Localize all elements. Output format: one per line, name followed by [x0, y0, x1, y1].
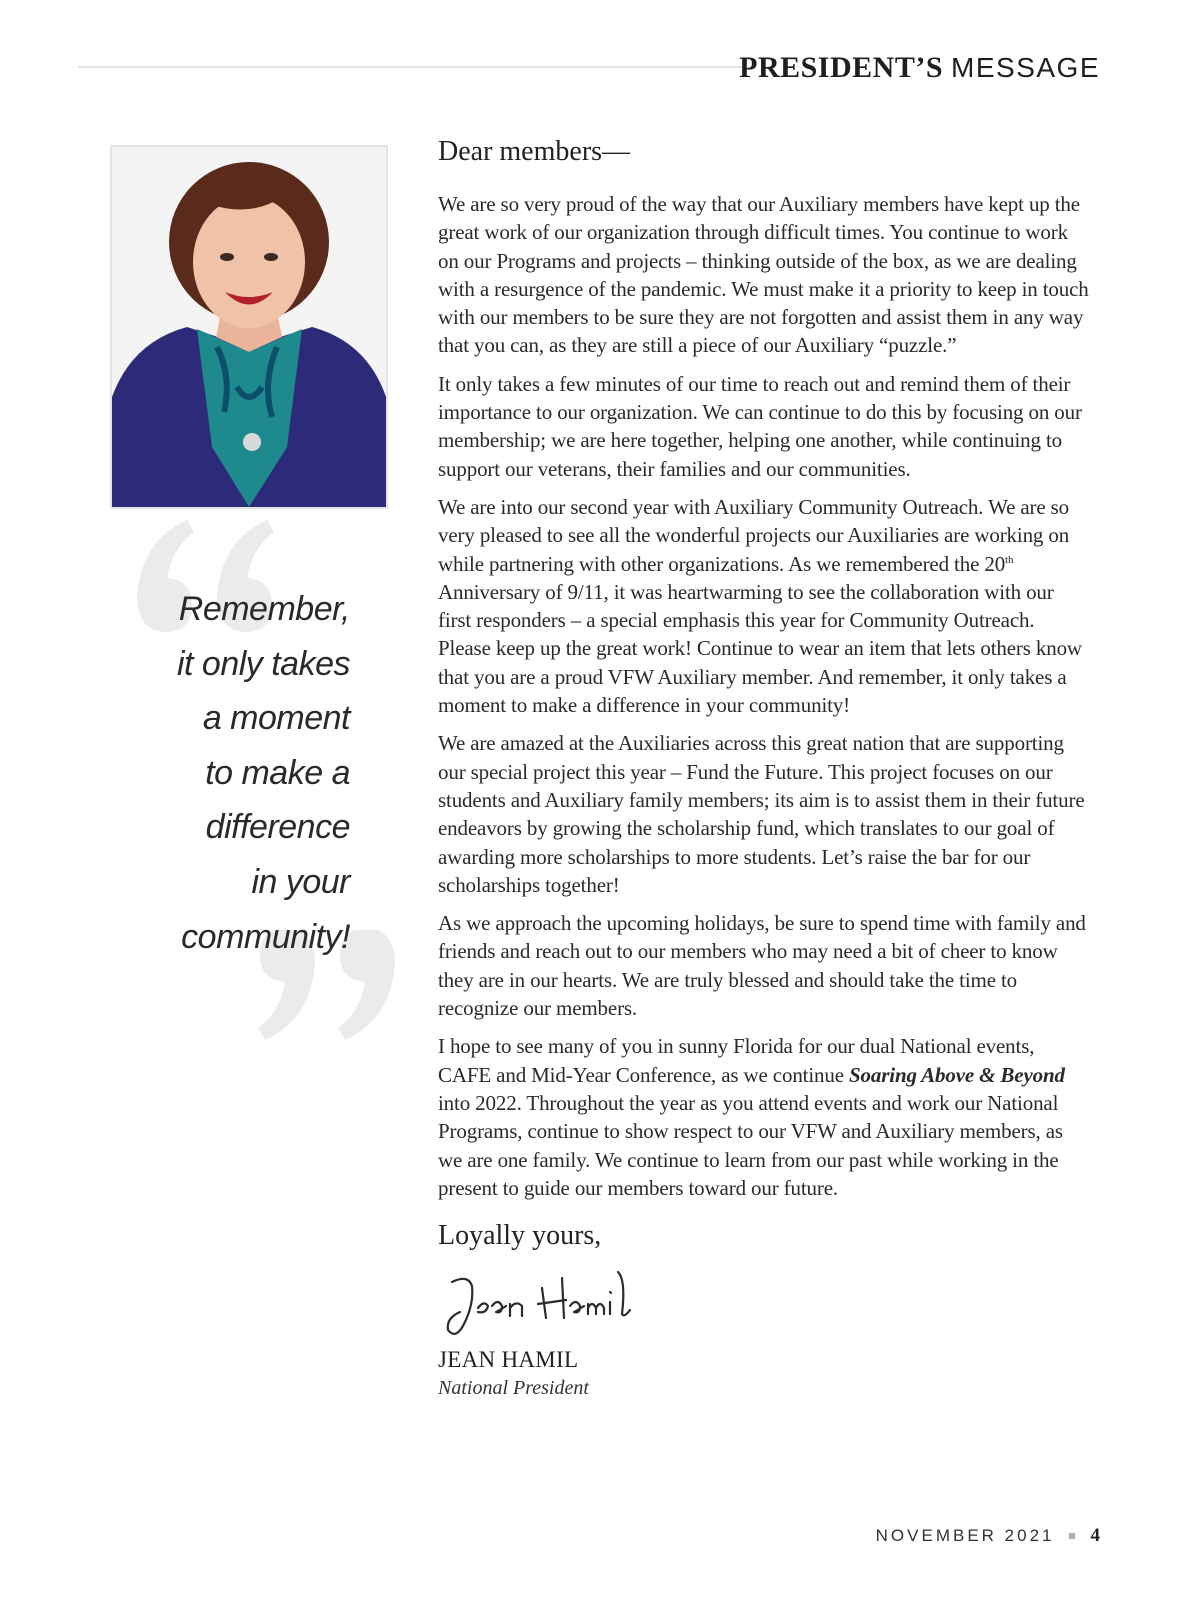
signature-icon: [438, 1260, 638, 1344]
salutation: Dear members—: [438, 136, 631, 167]
pull-quote-line: a moment: [202, 699, 350, 738]
paragraph: We are so very proud of the way that our Auxiliary members have kept up the great work of our organization through difficult times. You continue to work on our Programs and projects – thinking outside of the box, as we are dealing with a resurgence of the pandemic. We must make it a priority to keep in touch with our members to be sure they are not forgotten and assist them in any way that you can, as they are still a piece of our Auxiliary “puzzle.”: [438, 192, 1089, 358]
pull-quote-line: Remember,: [178, 590, 350, 628]
section-title: [739, 50, 1100, 86]
president-portrait-photo: [110, 145, 388, 509]
page-footer: [876, 1525, 1100, 1547]
signer-title: National President: [438, 1377, 589, 1400]
pull-quote-line: difference: [205, 808, 350, 847]
issue-date: NOVEMBER 2021: [875, 1526, 1055, 1545]
section-title-bold: PRESIDENT’S: [739, 51, 944, 84]
paragraph: We are amazed at the Auxiliaries across this great nation that are supporting our special project this year – Fund the Future. This project focuses on our students and Auxiliary family members; its aim is to assist them in their future endeavors by growing the scholarship fund, which translates to our goal of awarding more scholarships to more students. Let’s raise the bar for our scholarships together!: [438, 731, 1085, 897]
header-rule: [78, 66, 742, 68]
portrait-photo-icon: [112, 147, 386, 507]
signer-name: JEAN HAMIL: [438, 1347, 579, 1373]
pull-quote-line: community!: [181, 917, 350, 956]
paragraph: [438, 493, 1090, 719]
section-title-light: MESSAGE: [951, 52, 1100, 83]
footer-separator: [1069, 1533, 1075, 1539]
paragraph: It only takes a few minutes of our time to reach out and remind them of their importance to our organization. We can continue to do this by focusing on our membership; we are here together, helping one another, while continuing to support our veterans, their families and our communities.: [438, 371, 1082, 481]
theme-emphasis: Soaring Above & Beyond: [849, 1062, 1065, 1087]
ordinal-superscript: th: [1005, 553, 1014, 566]
pull-quote-line: to make a: [205, 753, 350, 792]
paragraph-text: Anniversary of 9/11, it was heartwarming to see the collaboration with our first responders – a special emphasis this year for Community Outreach. Please keep up the great work! Continue to wear an item that lets others know that you are a proud VFW Auxiliary member. And remember, it only takes a moment to make a difference in your community!: [438, 579, 1082, 718]
closing: Loyally yours,: [438, 1220, 602, 1252]
pull-quote-line: in your: [251, 862, 350, 901]
paragraph-text: I hope to see many of you in sunny Florida for our dual National events, CAFE and Mid-Year Conference, as we continue: [438, 1034, 1035, 1087]
paragraph: As we approach the upcoming holidays, be sure to spend time with family and friends and reach out to our members who may need a bit of cheer to know they are in our hearts. We are truly blessed and should take the time to recognize our members.: [438, 911, 1086, 1021]
page-number: 4: [1090, 1525, 1100, 1546]
paragraph: [438, 1032, 1090, 1202]
pull-quote-line: it only takes: [176, 644, 350, 683]
letter-body: [438, 134, 1090, 1402]
paragraph-text: We are into our second year with Auxiliary Community Outreach. We are so very pleased to see all the wonderful projects our Auxiliaries are working on while partnering with other organizations. As we remembered the 20: [438, 494, 1070, 576]
paragraph-text: into 2022. Throughout the year as you attend events and work our National Programs, continue to show respect to our VFW and Auxiliary members, as we are one family. We continue to learn from our past while working in the present to guide our members toward our future.: [438, 1090, 1063, 1200]
pull-quote: [130, 582, 350, 964]
